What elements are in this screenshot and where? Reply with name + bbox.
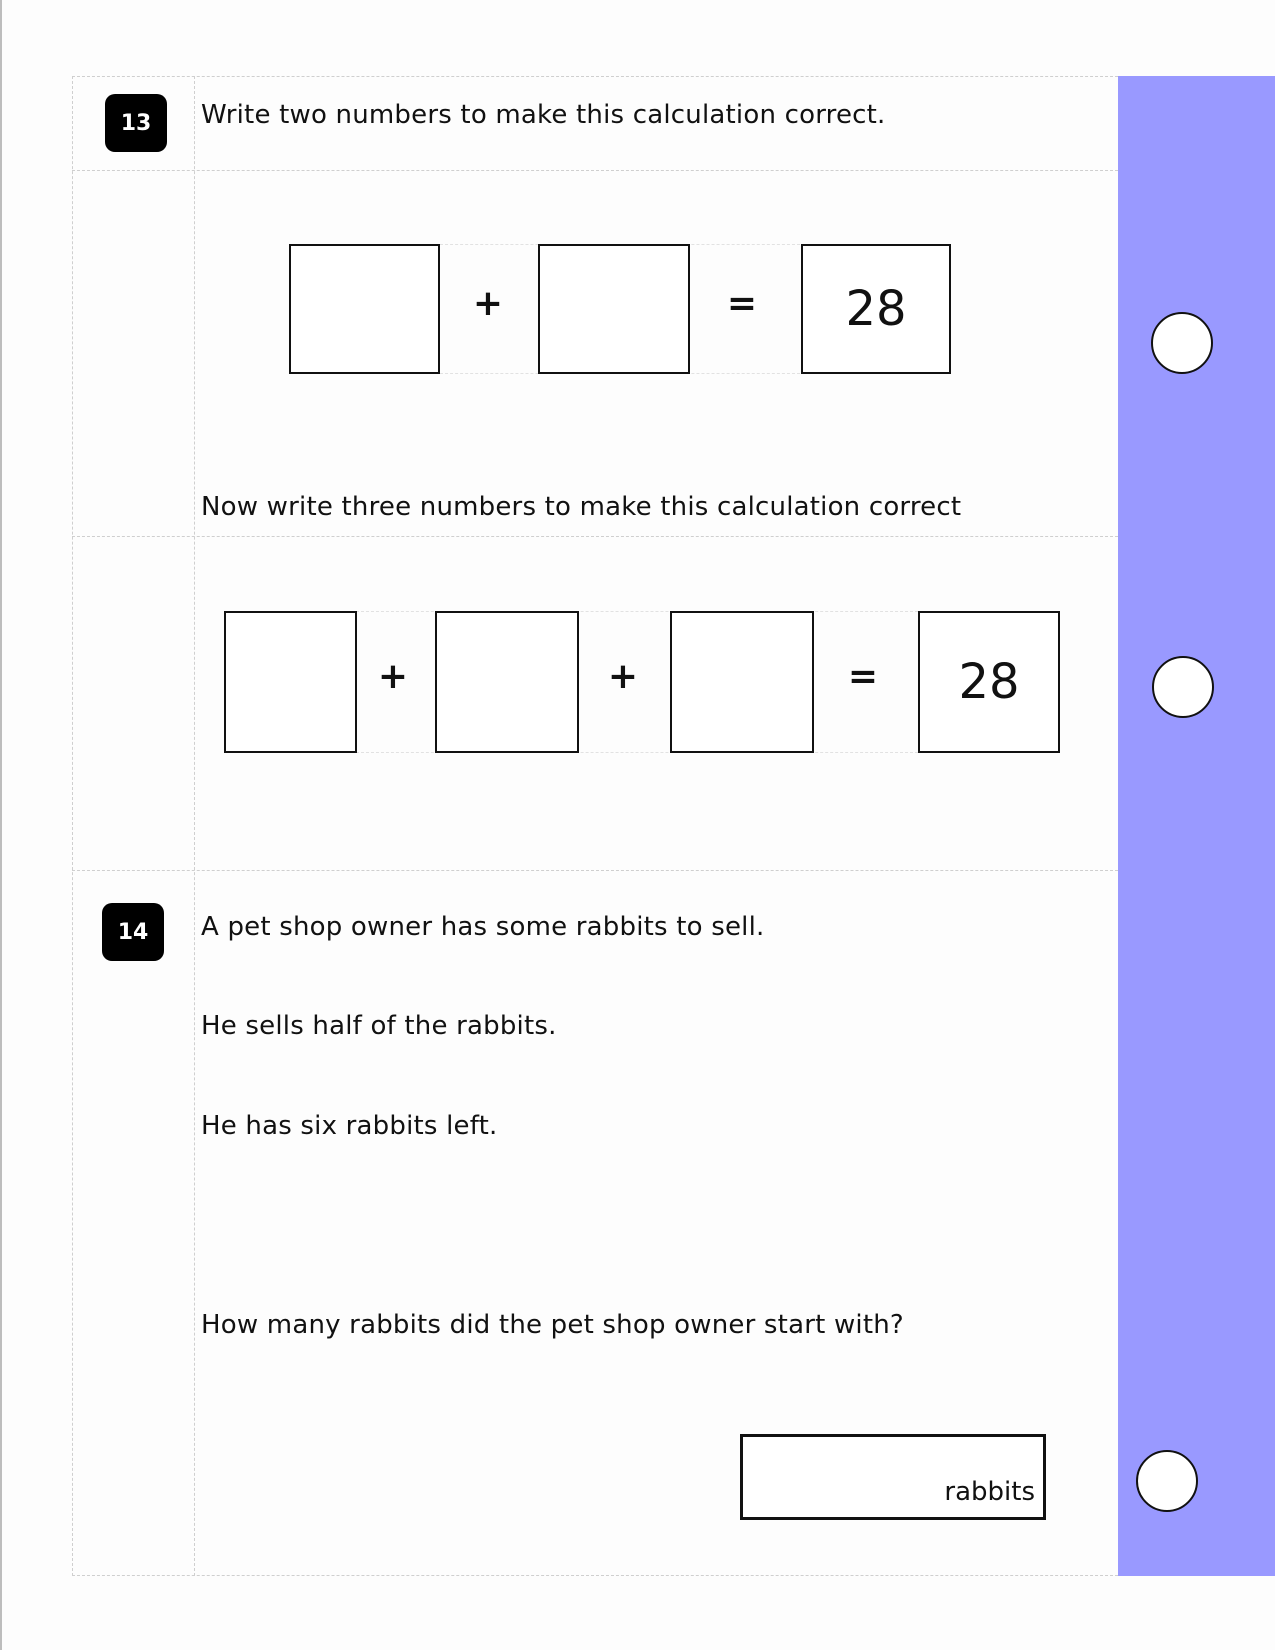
calc1-result-box xyxy=(801,244,951,374)
calc2-answer-box-3[interactable] xyxy=(670,611,814,753)
question-number-13: 13 xyxy=(105,94,167,152)
mark-circle-q13b xyxy=(1152,656,1214,718)
q14-answer-box[interactable] xyxy=(740,1434,1046,1520)
calc2-answer-box-1[interactable] xyxy=(224,611,357,753)
grid-line-bottom xyxy=(72,1575,1118,1576)
calc2-result: 28 xyxy=(958,654,1020,710)
q13-prompt-2: Now write three numbers to make this calculation correct xyxy=(201,492,962,522)
calc2-equals-sign: = xyxy=(847,656,879,697)
grid-line-left xyxy=(72,76,73,1576)
calc1-equals-sign: = xyxy=(726,283,758,324)
marking-column xyxy=(1118,76,1275,1576)
grid-line-q13-mid xyxy=(72,536,1118,537)
q14-question: How many rabbits did the pet shop owner start with? xyxy=(201,1310,904,1340)
calc2-plus-sign-1: + xyxy=(377,656,409,697)
calc2-result-box xyxy=(918,611,1060,753)
q14-line-2: He sells half of the rabbits. xyxy=(201,1011,557,1041)
q14-answer-unit: rabbits xyxy=(944,1477,1035,1507)
mark-circle-q13a xyxy=(1151,312,1213,374)
mark-circle-q14 xyxy=(1136,1450,1198,1512)
calc2-plus-sign-2: + xyxy=(607,656,639,697)
question-number-14: 14 xyxy=(102,903,164,961)
calc2-answer-box-2[interactable] xyxy=(435,611,579,753)
q14-line-1: A pet shop owner has some rabbits to sell. xyxy=(201,912,765,942)
grid-line-q13-header xyxy=(72,170,1118,171)
grid-line-q14-top xyxy=(72,870,1118,871)
q14-line-3: He has six rabbits left. xyxy=(201,1111,498,1141)
calc1-plus-sign: + xyxy=(472,283,504,324)
calc1-result: 28 xyxy=(845,281,907,337)
calc1-answer-box-1[interactable] xyxy=(289,244,440,374)
q13-prompt-1: Write two numbers to make this calculation correct. xyxy=(201,100,886,130)
page-left-edge xyxy=(0,0,2,1650)
grid-line-top xyxy=(72,76,1118,77)
grid-line-inner xyxy=(194,76,195,1576)
calc1-answer-box-2[interactable] xyxy=(538,244,690,374)
